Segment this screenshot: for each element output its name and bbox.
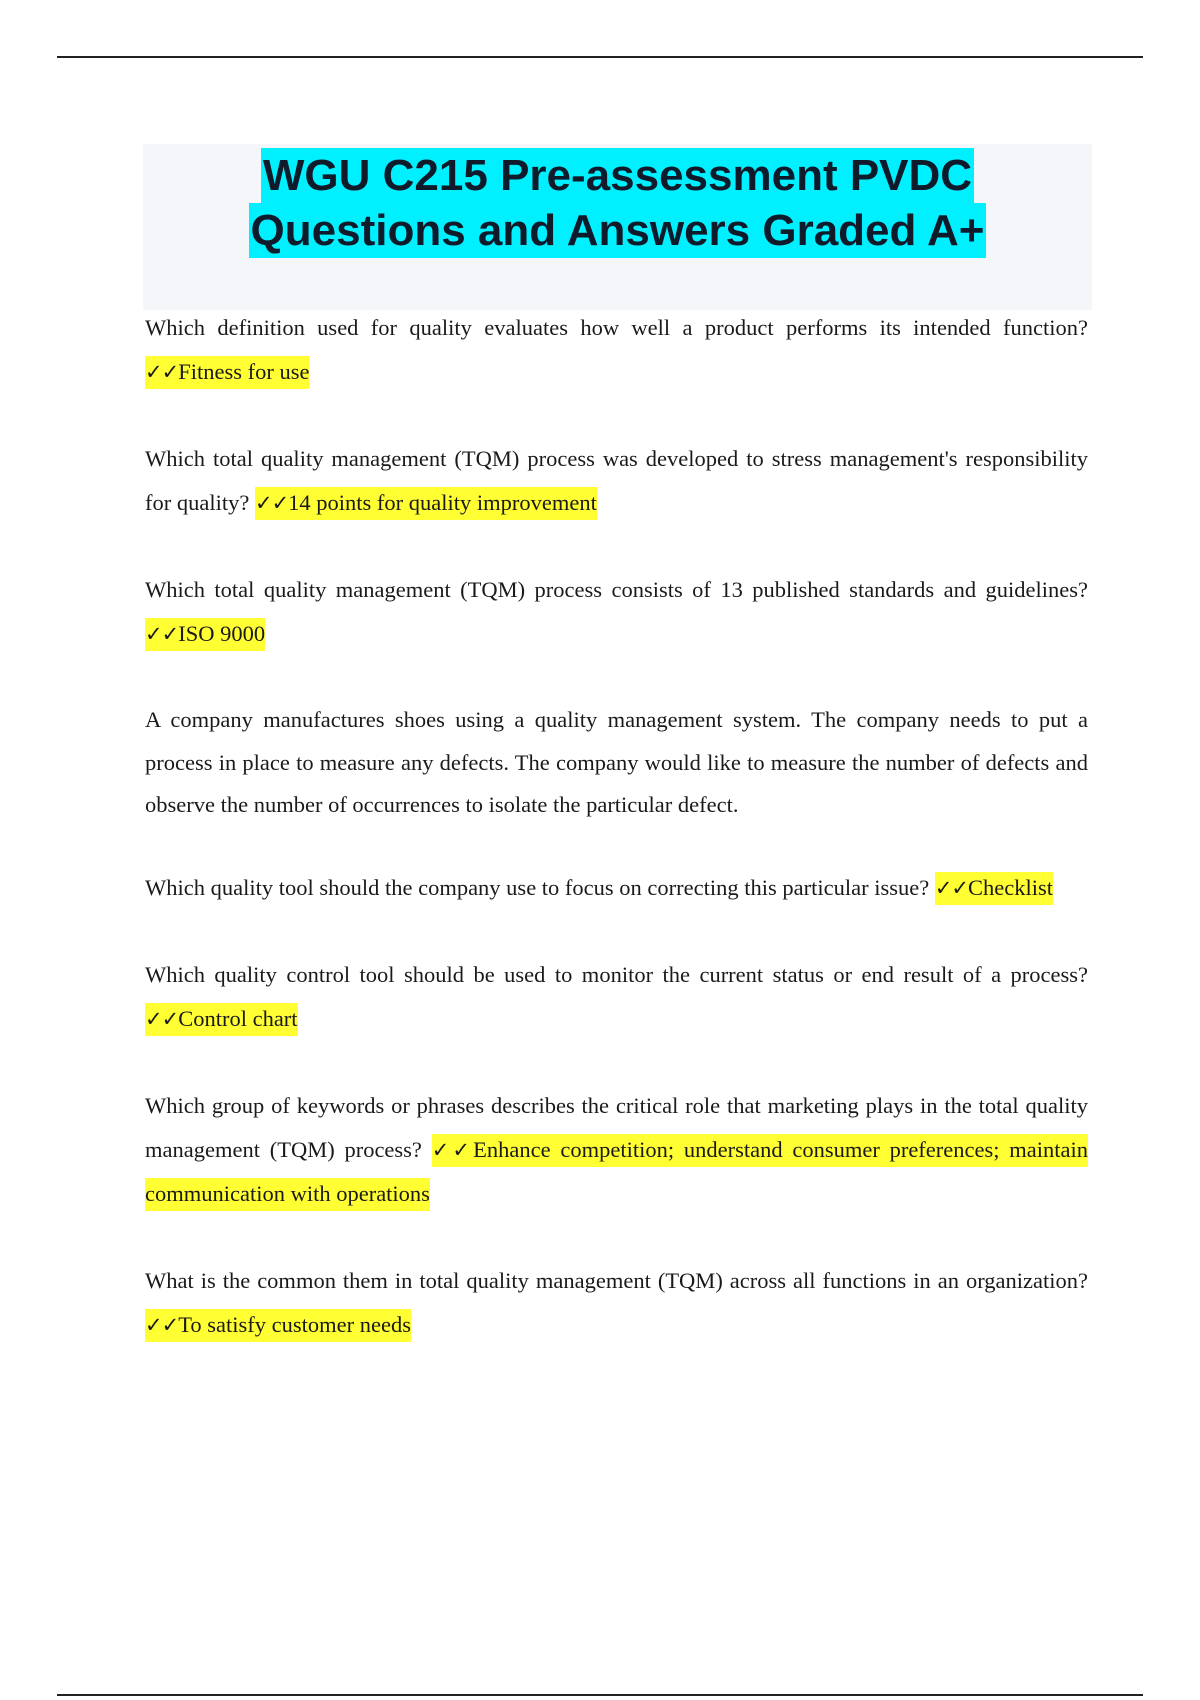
answer: Control chart [178,1005,298,1031]
qa-item [145,437,1088,525]
qa-item [145,1259,1088,1347]
question: Which total quality management (TQM) process was developed to stress management's responsibility for quality? [145,446,1088,515]
qa-item [145,306,1088,394]
question-text [145,568,1088,656]
footer-rule [57,1694,1143,1696]
answer-highlight [145,1003,298,1036]
question: Which definition used for quality evaluates how well a product performs its intended function? [145,315,1088,340]
question-text [145,306,1088,394]
double-check-icon: ✓✓ [145,622,179,646]
double-check-icon: ✓✓ [934,875,969,900]
answer-highlight [255,487,597,520]
question: Which total quality management (TQM) process consists of 13 published standards and guidelines? [145,577,1088,602]
question-text [145,1084,1088,1216]
answer-highlight [935,872,1053,905]
question-text [145,866,1088,910]
answer-highlight [145,356,309,389]
qa-item [145,866,1088,910]
answer-highlight [145,618,265,651]
answer: Enhance competition; understand consumer preferences; maintain communication with operations [145,1136,1088,1206]
document-title-line-2: Questions and Answers Graded A+ [249,203,987,258]
header-rule [57,56,1143,58]
double-check-icon: ✓✓ [254,491,289,515]
double-check-icon: ✓✓ [145,1006,179,1031]
answer: ISO 9000 [178,621,266,646]
qa-item [145,568,1088,656]
question-text [145,1259,1088,1347]
question: Which group of keywords or phrases describes the critical role that marketing plays in the total quality management (TQM) process? [145,1092,1088,1162]
qa-item [145,1084,1088,1216]
double-check-icon: ✓✓ [145,360,179,384]
question: What is the common them in total quality management (TQM) across all functions in an organization? [145,1267,1088,1293]
document-title-line-1: WGU C215 Pre-assessment PVDC [261,148,974,203]
answer: 14 points for quality improvement [288,490,597,515]
double-check-icon: ✓✓ [431,1137,474,1162]
qa-item [145,953,1088,1041]
double-check-icon: ✓✓ [145,1312,179,1337]
question: Which quality control tool should be used to monitor the current status or end result of a process? [145,961,1088,987]
answer: To satisfy customer needs [178,1311,411,1337]
title-block [143,144,1092,310]
document-body [145,306,1088,1390]
question: Which quality tool should the company use to focus on correcting this particular issue? [145,874,935,900]
answer: Fitness for use [178,359,310,384]
question-text [145,437,1088,525]
answer: Checklist [968,874,1054,900]
question-text [145,953,1088,1041]
answer-highlight [145,1309,411,1342]
scenario-paragraph: A company manufactures shoes using a quality management system. The company needs to put a process in place to measure any defects. The company would like to measure the number of defects and observe the number of occurrences to isolate the particular defect. [145,707,1088,817]
